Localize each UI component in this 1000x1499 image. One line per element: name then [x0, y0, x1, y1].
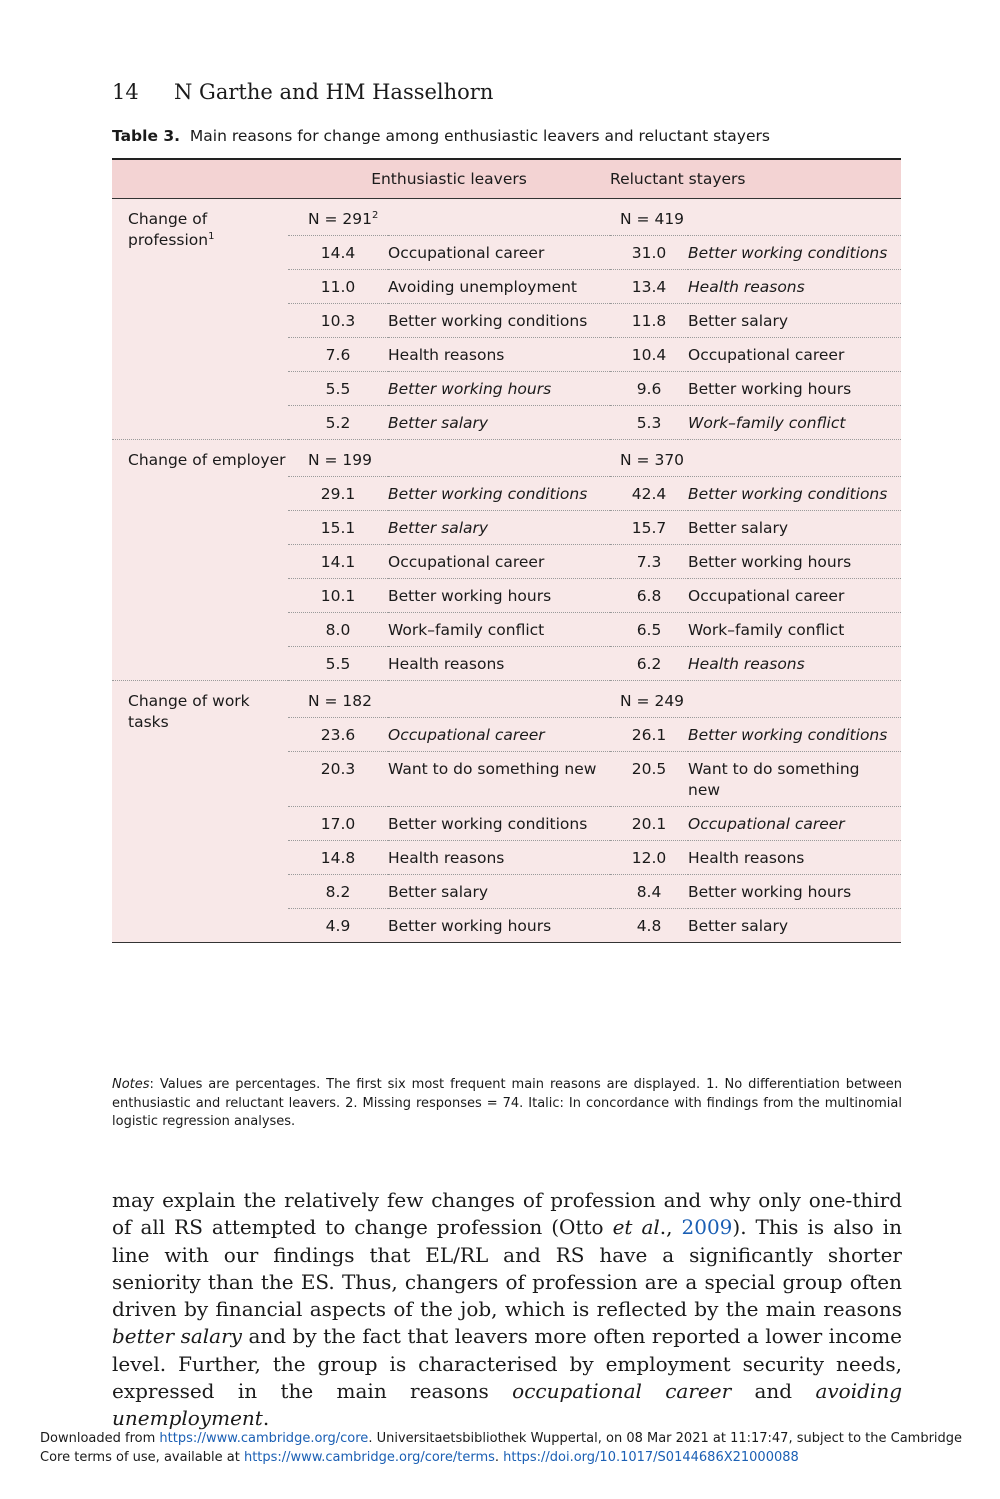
el-percentage: 20.3 [288, 752, 388, 807]
running-header [112, 80, 493, 104]
el-reason: Occupational career [388, 718, 610, 752]
notes-label: Notes [112, 1077, 150, 1092]
el-percentage: 17.0 [288, 807, 388, 841]
header-enthusiastic-leavers: Enthusiastic leavers [288, 159, 610, 199]
el-reason: Better working conditions [388, 807, 610, 841]
rs-reason: Better salary [688, 304, 901, 338]
el-percentage: 14.8 [288, 841, 388, 875]
rs-reason: Better working hours [688, 372, 901, 406]
rs-percentage: 31.0 [610, 236, 688, 270]
group-label: Change of profession [128, 210, 209, 249]
footer-link-core[interactable]: https://www.cambridge.org/core [159, 1431, 369, 1446]
el-n-cell [288, 440, 610, 477]
page-number: 14 [112, 80, 139, 104]
rs-n-cell: N = 249 [610, 681, 901, 718]
rs-percentage: 26.1 [610, 718, 688, 752]
group-label-cell [112, 681, 288, 943]
el-percentage: 8.0 [288, 613, 388, 647]
el-reason: Better salary [388, 875, 610, 909]
rs-percentage: 10.4 [610, 338, 688, 372]
table-label: Table 3. [112, 127, 181, 145]
rs-percentage: 7.3 [610, 545, 688, 579]
rs-percentage: 42.4 [610, 477, 688, 511]
rs-reason: Better working conditions [688, 718, 901, 752]
notes-text: : Values are percentages. The first six most frequent main reasons are displayed. 1. No differentiation between enthusiastic and reluctant leavers. 2. Missing responses = 74. Italic: In concordance with findings from the multinomial logistic regression analyses. [112, 1077, 902, 1129]
rs-reason: Better working conditions [688, 477, 901, 511]
el-n-cell [288, 199, 610, 236]
body-text-3: and by the fact that leavers more often reported a lower income level. Further, the group is characterised by employment security needs, expressed in the main reasons [112, 1324, 902, 1404]
body-italic-salary: better salary [112, 1324, 242, 1349]
body-text-4: and [731, 1379, 816, 1404]
rs-percentage: 5.3 [610, 406, 688, 440]
table-notes [112, 1076, 902, 1132]
rs-percentage: 20.1 [610, 807, 688, 841]
body-text-1: may explain the relatively few changes of profession and why only one-third of all RS attempted to change profession (Otto [112, 1188, 902, 1240]
rs-reason: Work–family conflict [688, 613, 901, 647]
el-reason: Better working hours [388, 579, 610, 613]
rs-percentage: 9.6 [610, 372, 688, 406]
body-text-2: ). This is also in line with our findings that EL/RL and RS have a significantly shorter seniority than the ES. Thus, changers of profession are a special group often driven by financial aspects of the job, which is reflected by the main reasons [112, 1215, 902, 1322]
body-italic-career: occupational career [512, 1379, 732, 1404]
group-label: Change of employer [128, 451, 286, 469]
rs-reason: Better working conditions [688, 236, 901, 270]
el-reason: Health reasons [388, 841, 610, 875]
el-reason: Occupational career [388, 236, 610, 270]
table-container [112, 158, 901, 943]
el-percentage: 29.1 [288, 477, 388, 511]
el-n-footnote: 2 [372, 209, 379, 221]
rs-percentage: 15.7 [610, 511, 688, 545]
el-reason: Better working conditions [388, 304, 610, 338]
el-percentage: 10.3 [288, 304, 388, 338]
table-row-n [112, 199, 901, 236]
rs-reason: Better working hours [688, 875, 901, 909]
el-percentage: 4.9 [288, 909, 388, 943]
el-n-cell [288, 681, 610, 718]
rs-reason: Health reasons [688, 270, 901, 304]
group-label: Change of work tasks [128, 692, 250, 731]
rs-reason: Occupational career [688, 579, 901, 613]
el-reason: Better salary [388, 511, 610, 545]
table-row-n [112, 681, 901, 718]
footer-text-1: Downloaded from [40, 1431, 160, 1446]
el-percentage: 5.5 [288, 647, 388, 681]
el-reason: Better working conditions [388, 477, 610, 511]
header-reluctant-stayers: Reluctant stayers [610, 159, 901, 199]
rs-percentage: 20.5 [610, 752, 688, 807]
rs-reason: Better salary [688, 909, 901, 943]
el-percentage: 10.1 [288, 579, 388, 613]
rs-percentage: 6.5 [610, 613, 688, 647]
el-percentage: 15.1 [288, 511, 388, 545]
table-row-n [112, 440, 901, 477]
rs-reason: Occupational career [688, 807, 901, 841]
footer-link-terms[interactable]: https://www.cambridge.org/core/terms [243, 1450, 495, 1465]
el-percentage: 7.6 [288, 338, 388, 372]
el-n-value: N = 199 [308, 451, 373, 469]
body-etal: et al [612, 1215, 660, 1240]
table-title: Main reasons for change among enthusiastic leavers and reluctant stayers [189, 127, 770, 145]
rs-reason: Want to do something new [688, 752, 901, 807]
table-body [112, 199, 901, 943]
rs-percentage: 4.8 [610, 909, 688, 943]
footer-text-2: . Universitaetsbibliothek Wuppertal, on 08 Mar 2021 at 11:17:47, subject to the Cambridge Core terms of use, available at [40, 1431, 963, 1465]
el-reason: Better salary [388, 406, 610, 440]
table-header-row [112, 159, 901, 199]
footer-text-3: . [494, 1450, 504, 1465]
rs-reason: Better salary [688, 511, 901, 545]
rs-n-cell: N = 419 [620, 210, 685, 228]
group-label-footnote: 1 [208, 230, 215, 242]
el-reason: Want to do something new [388, 752, 610, 807]
el-reason: Avoiding unemployment [388, 270, 610, 304]
rs-n-cell: N = 370 [610, 440, 901, 477]
running-authors: N Garthe and HM Hasselhorn [174, 80, 494, 104]
header-group [112, 159, 288, 199]
group-label-cell [112, 440, 288, 681]
el-reason: Health reasons [388, 647, 610, 681]
citation-link[interactable]: 2009 [681, 1215, 733, 1240]
rs-percentage: 13.4 [610, 270, 688, 304]
rs-reason: Health reasons [688, 841, 901, 875]
el-reason: Better working hours [388, 909, 610, 943]
table-caption [112, 127, 770, 145]
body-text-5: . [262, 1406, 270, 1431]
rs-reason: Health reasons [688, 647, 901, 681]
el-reason: Better working hours [388, 372, 610, 406]
el-reason: Health reasons [388, 338, 610, 372]
el-percentage: 11.0 [288, 270, 388, 304]
rs-percentage: 6.2 [610, 647, 688, 681]
rs-percentage: 6.8 [610, 579, 688, 613]
el-n-value: N = 182 [308, 692, 373, 710]
el-percentage: 14.4 [288, 236, 388, 270]
rs-reason: Occupational career [688, 338, 901, 372]
el-percentage: 14.1 [288, 545, 388, 579]
group-label-cell [112, 199, 288, 440]
body-paragraph [112, 1187, 902, 1433]
rs-percentage: 12.0 [610, 841, 688, 875]
download-footer [40, 1429, 980, 1467]
el-percentage: 5.2 [288, 406, 388, 440]
body-italic-unemployment: avoiding unemployment [112, 1379, 902, 1431]
rs-reason: Work–family conflict [688, 406, 901, 440]
el-n-value: N = 291 [308, 210, 373, 228]
el-reason: Occupational career [388, 545, 610, 579]
el-percentage: 8.2 [288, 875, 388, 909]
rs-reason: Better working hours [688, 545, 901, 579]
rs-percentage: 11.8 [610, 304, 688, 338]
rs-percentage: 8.4 [610, 875, 688, 909]
el-percentage: 5.5 [288, 372, 388, 406]
el-reason: Work–family conflict [388, 613, 610, 647]
footer-link-doi[interactable]: https://doi.org/10.1017/S0144686X21000088 [503, 1450, 799, 1465]
el-percentage: 23.6 [288, 718, 388, 752]
reasons-table [112, 158, 901, 943]
body-text-comma: ., [659, 1215, 682, 1240]
